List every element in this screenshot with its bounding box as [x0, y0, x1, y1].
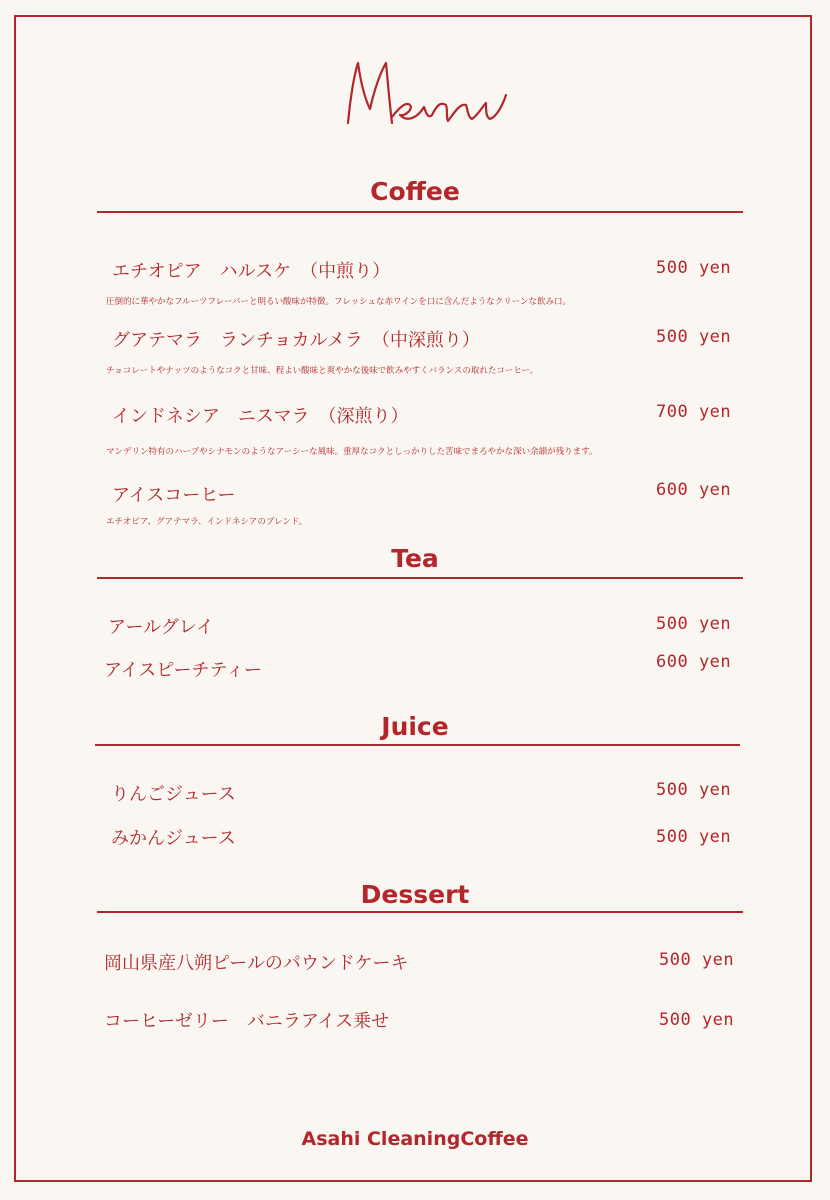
menu-title-script	[330, 55, 520, 135]
coffee-item-description: 圧倒的に華やかなフルーツフレーバーと明るい酸味が特徴。フレッシュな赤ワインを口に含んだようなクリーンな飲み口。	[106, 297, 572, 307]
juice-item-price: 500 yen	[656, 827, 732, 847]
juice-item-name: りんごジュース	[111, 784, 236, 805]
juice-divider	[95, 744, 740, 746]
dessert-item-name: コーヒーゼリー バニラアイス乗せ	[104, 1011, 390, 1032]
dessert-item-name: 岡山県産八朔ピールのパウンドケーキ	[104, 953, 409, 974]
tea-item-price: 600 yen	[656, 652, 732, 672]
section-title-coffee: Coffee	[370, 177, 460, 206]
section-title-juice: Juice	[381, 712, 449, 741]
coffee-item-description: チョコレートやナッツのようなコクと甘味、程よい酸味と爽やかな後味で飲みやすくバランスの取れたコーヒー。	[106, 366, 539, 376]
section-title-dessert: Dessert	[360, 880, 470, 909]
juice-item-price: 500 yen	[656, 780, 732, 800]
dessert-item-price: 500 yen	[659, 950, 735, 970]
coffee-item-name: インドネシア ニスマラ （深煎り）	[112, 406, 409, 427]
coffee-item-name: アイスコーヒー	[112, 485, 236, 506]
dessert-item-price: 500 yen	[659, 1010, 735, 1030]
coffee-item-price: 700 yen	[656, 402, 732, 422]
dessert-divider	[97, 911, 743, 913]
section-title-tea: Tea	[391, 544, 439, 573]
tea-item-price: 500 yen	[656, 614, 732, 634]
juice-item-name: みかんジュース	[111, 828, 236, 849]
shop-name-footer: Asahi CleaningCoffee	[301, 1128, 529, 1150]
tea-item-name: アールグレイ	[108, 617, 214, 638]
coffee-divider	[97, 211, 743, 213]
tea-item-name: アイスピーチティー	[104, 660, 263, 681]
coffee-item-price: 500 yen	[656, 327, 732, 347]
coffee-item-name: グアテマラ ランチョカルメラ （中深煎り）	[112, 330, 480, 351]
coffee-item-description: エチオピア、グアテマラ、インドネシアのブレンド。	[106, 517, 308, 527]
coffee-item-name: エチオピア ハルスケ （中煎り）	[112, 261, 391, 282]
coffee-item-price: 600 yen	[656, 480, 732, 500]
coffee-item-price: 500 yen	[656, 258, 732, 278]
coffee-item-description: マンデリン特有のハーブやシナモンのようなアーシーな風味。重厚なコクとしっかりした苦味でまろやかな深い余韻が残ります。	[106, 447, 598, 457]
tea-divider	[97, 577, 743, 579]
